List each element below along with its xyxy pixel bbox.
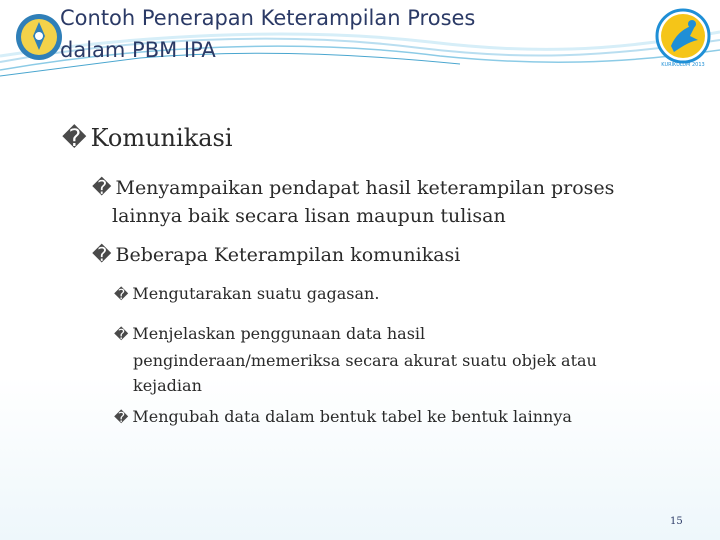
tut-wuri-handayani-emblem <box>14 10 64 64</box>
title-line-2: dalam PBM IPA <box>60 38 216 62</box>
bullet-marker-icon: � <box>114 327 129 343</box>
bullet-marker-icon: � <box>62 124 87 152</box>
list-item-1 <box>114 284 379 303</box>
list-item-2 <box>114 321 694 398</box>
bullet-marker-icon: � <box>114 287 129 303</box>
list-item-3 <box>114 407 572 426</box>
bullet-text: Komunikasi <box>90 124 233 152</box>
slide-title <box>60 2 580 66</box>
svg-text:KURIKULUM 2013: KURIKULUM 2013 <box>661 62 705 68</box>
list-item-line-3: kejadian <box>133 376 202 395</box>
sub-bullet-menyampaikan <box>92 174 692 230</box>
kurikulum-2013-logo <box>654 6 712 70</box>
page-number: 15 <box>670 516 683 527</box>
list-item-line-2: penginderaan/memeriksa secara akurat suatu objek atau <box>133 351 597 370</box>
list-item-text: Mengubah data dalam bentuk tabel ke bentuk lainnya <box>132 407 572 426</box>
sub-bullet-text: Beberapa Keterampilan komunikasi <box>115 244 461 266</box>
sub-bullet-line-1: Menyampaikan pendapat hasil keterampilan proses <box>115 177 615 199</box>
list-item-text: Mengutarakan suatu gagasan. <box>132 284 380 303</box>
bullet-komunikasi <box>62 124 233 152</box>
bullet-marker-icon: � <box>114 410 129 426</box>
sub-bullet-beberapa <box>92 244 460 266</box>
sub-bullet-line-2: lainnya baik secara lisan maupun tulisan <box>112 205 506 227</box>
bullet-marker-icon: � <box>92 244 112 266</box>
title-line-1: Contoh Penerapan Keterampilan Proses <box>60 6 476 30</box>
list-item-line-1: Menjelaskan penggunaan data hasil <box>132 324 426 343</box>
bullet-marker-icon: � <box>92 177 112 199</box>
